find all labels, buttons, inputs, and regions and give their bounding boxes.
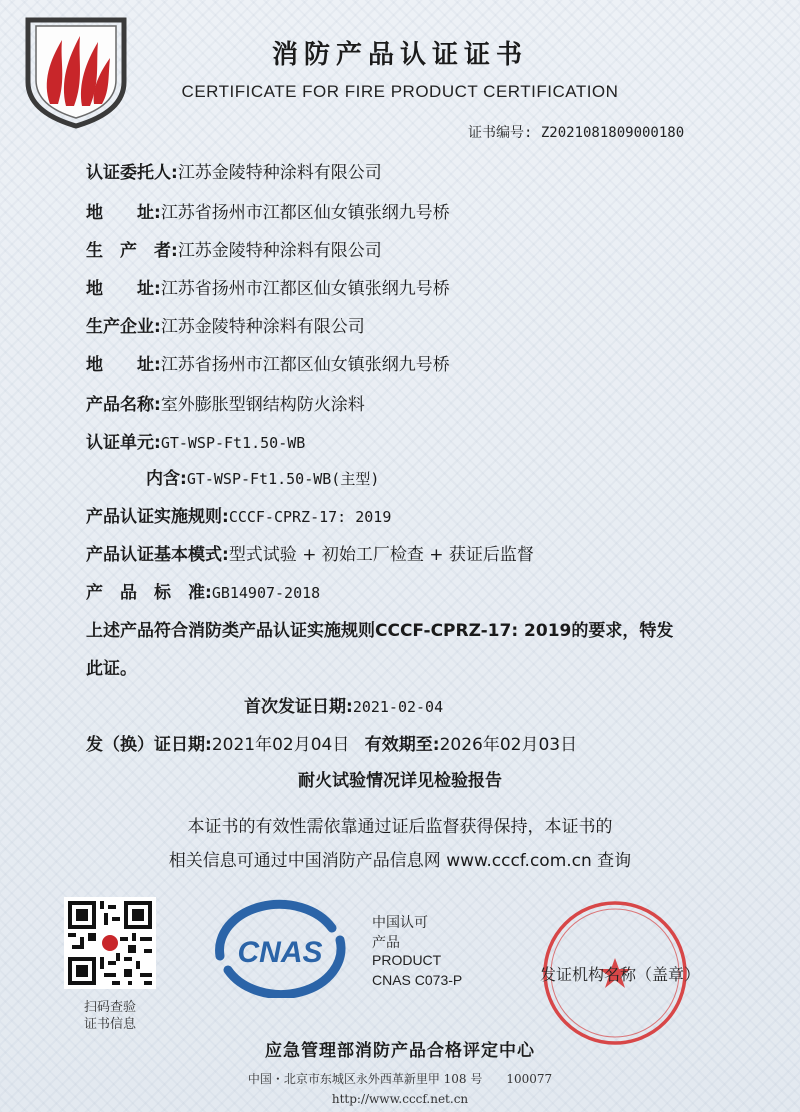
field-label: 认证委托人:	[86, 163, 178, 183]
field-factory	[86, 312, 365, 337]
field-client	[86, 158, 382, 183]
field-factory-address	[86, 350, 450, 375]
cnas-label-line-3: PRODUCT	[372, 952, 442, 968]
field-label: 生 产 者:	[86, 241, 178, 261]
field-label: 产品认证基本模式:	[86, 545, 229, 565]
field-label: 产 品 标 准:	[86, 583, 212, 603]
validity-note-line-1: 本证书的有效性需依靠通过证后监督获得保持，本证书的	[187, 817, 613, 837]
field-certification-mode	[86, 540, 534, 565]
issuing-authority: 应急管理部消防产品合格评定中心	[265, 1041, 535, 1061]
field-certification-unit	[86, 428, 305, 453]
qr-caption-line-2: 证书信息	[83, 1017, 136, 1032]
fire-certification-logo	[20, 12, 132, 130]
field-value: GT-WSP-Ft1.50-WB	[160, 434, 306, 452]
field-value: GT-WSP-Ft1.50-WB(主型)	[186, 470, 380, 488]
first-issue-date-value: 2021-02-04	[352, 698, 444, 716]
field-value: 江苏省扬州市江都区仙女镇张纲九号桥	[160, 355, 450, 375]
qr-caption-line-1: 扫码查验	[83, 1000, 136, 1015]
valid-until-value: 2026年02月03日	[439, 735, 578, 755]
authority-address: 中国・北京市东城区永外西革新里甲 108 号 100077	[247, 1072, 553, 1086]
first-issue-date-label: 首次发证日期:	[244, 697, 353, 717]
field-value: 江苏金陵特种涂料有限公司	[177, 163, 382, 183]
cnas-logo-text: CNAS	[237, 936, 323, 969]
field-implementation-rules	[86, 502, 391, 527]
field-value: GB14907-2018	[211, 584, 321, 602]
field-product-standard	[86, 578, 320, 603]
field-label: 地 址:	[86, 279, 161, 299]
field-value: 江苏金陵特种涂料有限公司	[177, 241, 382, 261]
field-label: 生产企业:	[86, 317, 161, 337]
cnas-label-line-4: CNAS C073-P	[372, 972, 463, 988]
field-value: 江苏省扬州市江都区仙女镇张纲九号桥	[160, 203, 450, 223]
issue-date-label: 发（换）证日期:	[86, 735, 212, 755]
compliance-statement-line-2: 此证。	[86, 659, 137, 679]
field-label: 地 址:	[86, 355, 161, 375]
field-client-address	[86, 198, 450, 223]
seal-caption: 发证机构名称（盖章）	[540, 965, 701, 984]
issue-and-validity-dates	[86, 730, 577, 755]
field-label: 地 址:	[86, 203, 161, 223]
field-value: 江苏金陵特种涂料有限公司	[160, 317, 365, 337]
field-value: 型式试验 + 初始工厂检查 + 获证后监督	[228, 545, 534, 565]
certificate-title-english: CERTIFICATE FOR FIRE PRODUCT CERTIFICATION	[181, 82, 619, 101]
cnas-label-line-1: 中国认可	[372, 914, 428, 930]
certificate-number: 证书编号: Z2021081809000180	[468, 125, 685, 141]
cnas-label-line-2: 产品	[372, 934, 400, 950]
qr-code[interactable]	[64, 897, 156, 989]
authority-website[interactable]: http://www.cccf.net.cn	[331, 1092, 469, 1106]
field-label: 产品认证实施规则:	[86, 507, 229, 527]
valid-until-label: 有效期至:	[364, 735, 440, 755]
field-value: 江苏省扬州市江都区仙女镇张纲九号桥	[160, 279, 450, 299]
field-product-name	[86, 390, 365, 415]
field-label: 认证单元:	[86, 433, 161, 453]
compliance-statement-line-1: 上述产品符合消防类产品认证实施规则CCCF-CPRZ-17: 2019的要求，特发	[86, 621, 674, 641]
field-producer-address	[86, 274, 450, 299]
field-value: 室外膨胀型钢结构防火涂料	[160, 395, 365, 415]
field-contains	[146, 464, 379, 489]
test-report-note: 耐火试验情况详见检验报告	[298, 771, 502, 791]
field-label: 产品名称:	[86, 395, 161, 415]
certificate-title: 消防产品认证证书	[271, 40, 528, 70]
field-value: CCCF-CPRZ-17: 2019	[228, 508, 392, 526]
field-producer	[86, 236, 382, 261]
validity-note-line-2: 相关信息可通过中国消防产品信息网 www.cccf.com.cn 查询	[168, 851, 632, 871]
field-label: 内含:	[146, 469, 187, 489]
first-issue-date	[244, 692, 443, 717]
cnas-accreditation-logo	[210, 898, 350, 998]
issue-date-value: 2021年02月04日	[211, 735, 350, 755]
